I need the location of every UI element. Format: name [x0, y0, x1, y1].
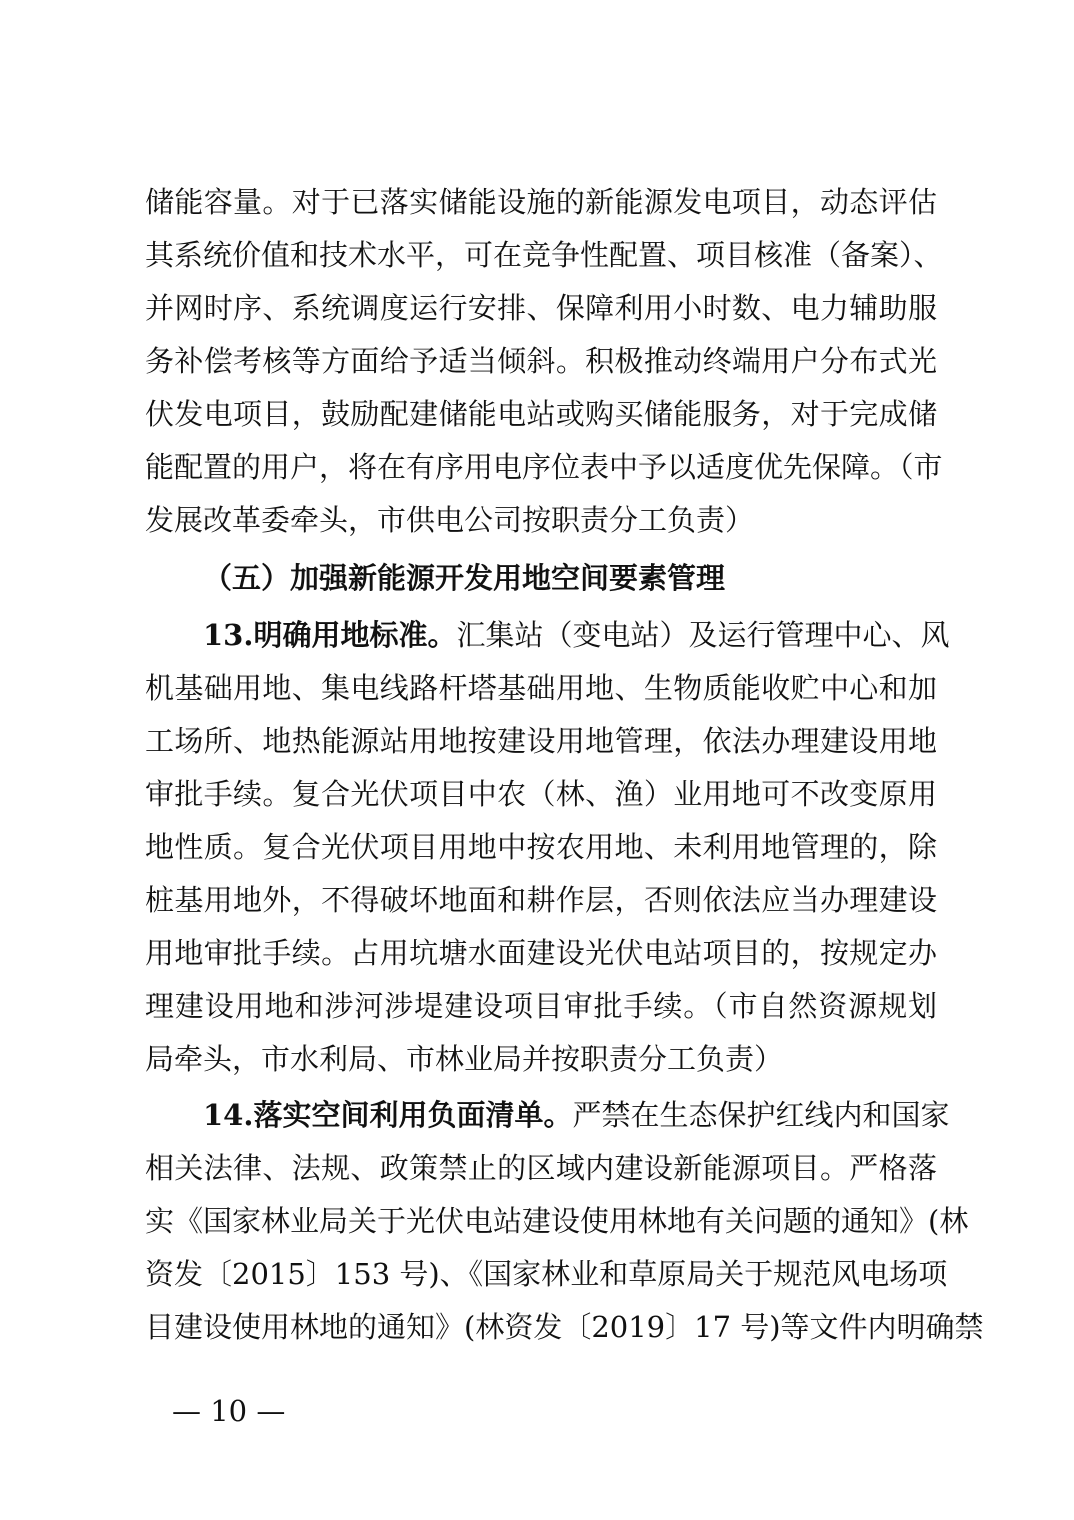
item-13-first-line [203, 609, 950, 661]
body-text-line: 理建设用地和涉河涉堤建设项目审批手续。（市自然资源规划 [145, 989, 937, 1023]
body-text-line: 审批手续。复合光伏项目中农（林、渔）业用地可不改变原用 [145, 777, 937, 811]
body-text-line: 地性质。复合光伏项目用地中按农用地、未利用地管理的，除 [145, 830, 937, 864]
body-text-line: 发展改革委牵头，市供电公司按职责分工负责） [145, 503, 755, 537]
body-text-line: 其系统价值和技术水平，可在竞争性配置、项目核准（备案）、 [145, 238, 943, 272]
page-number: — 10 — [172, 1394, 286, 1428]
item-13-title: 13.明确用地标准。 [203, 618, 457, 652]
body-text-line: 用地审批手续。占用坑塘水面建设光伏电站项目的，按规定办 [145, 936, 937, 970]
section-heading: （五）加强新能源开发用地空间要素管理 [203, 561, 726, 595]
body-text-line: 能配置的用户，将在有序用电序位表中予以适度优先保障。（市 [145, 450, 943, 484]
item-14-first-line [203, 1089, 950, 1141]
body-text-line: 桩基用地外，不得破坏地面和耕作层，否则依法应当办理建设 [145, 883, 937, 917]
item-14-title: 14.落实空间利用负面清单。 [203, 1098, 573, 1132]
body-text-line: 伏发电项目，鼓励配建储能电站或购买储能服务，对于完成储 [145, 397, 937, 431]
body-text-line: 局牵头，市水利局、市林业局并按职责分工负责） [145, 1042, 784, 1076]
body-text-line: 工场所、地热能源站用地按建设用地管理，依法办理建设用地 [145, 724, 937, 758]
body-text-line: 机基础用地、集电线路杆塔基础用地、生物质能收贮中心和加 [145, 671, 937, 705]
item-14-text: 严禁在生态保护红线内和国家 [572, 1098, 950, 1132]
item-13-text: 汇集站（变电站）及运行管理中心、风 [456, 618, 950, 652]
body-text-line: 务补偿考核等方面给予适当倾斜。积极推动终端用户分布式光 [145, 344, 937, 378]
body-text-line: 目建设使用林地的通知》(林资发〔2019〕17 号)等文件内明确禁 [145, 1310, 984, 1344]
body-text-line: 资发〔2015〕153 号)、《国家林业和草原局关于规范风电场项 [145, 1257, 948, 1291]
body-text-line: 相关法律、法规、政策禁止的区域内建设新能源项目。严格落 [145, 1151, 937, 1185]
body-text-line: 并网时序、系统调度运行安排、保障利用小时数、电力辅助服 [145, 291, 937, 325]
body-text-line: 实《国家林业局关于光伏电站建设使用林地有关问题的通知》(林 [145, 1204, 969, 1238]
body-text-line: 储能容量。对于已落实储能设施的新能源发电项目，动态评估 [145, 185, 937, 219]
